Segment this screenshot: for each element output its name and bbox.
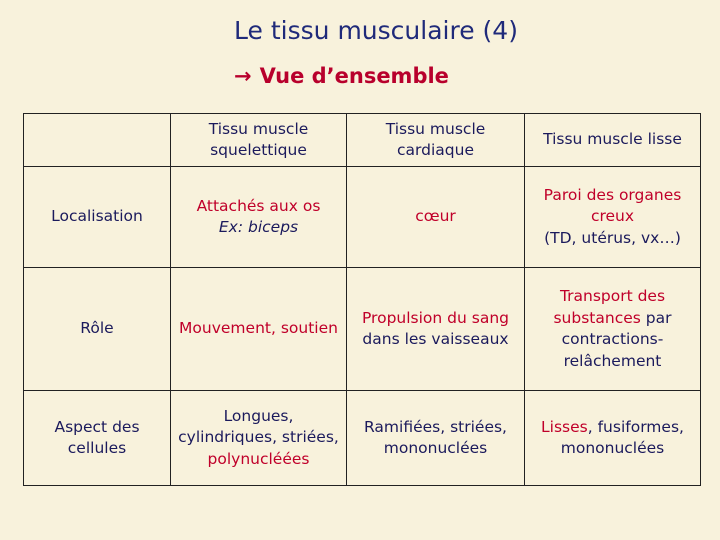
cell-aspect-cardiac: Ramifiées, striées, mononuclées	[347, 391, 525, 486]
localisation-smooth-main: Paroi des organes creux	[543, 185, 682, 226]
localisation-smooth-detail: (TD, utérus, vx…)	[544, 228, 681, 247]
cell-localisation-cardiac: cœur	[347, 167, 525, 268]
cell-aspect-smooth	[525, 391, 701, 486]
header-cardiac: Tissu muscle cardiaque	[347, 114, 525, 167]
row-label-localisation: Localisation	[24, 167, 171, 268]
subtitle-text: Vue d’ensemble	[259, 64, 449, 88]
aspect-skeletal-main: Longues, cylindriques, striées,	[178, 406, 339, 447]
header-skeletal: Tissu muscle squelettique	[171, 114, 347, 167]
row-label-role: Rôle	[24, 268, 171, 391]
slide-subtitle	[234, 64, 449, 88]
header-empty-cell	[24, 114, 171, 167]
cell-localisation-skeletal	[171, 167, 347, 268]
cell-role-skeletal: Mouvement, soutien	[171, 268, 347, 391]
table-header-row	[24, 114, 701, 167]
cell-aspect-skeletal	[171, 391, 347, 486]
comparison-table	[23, 113, 701, 486]
cell-role-smooth	[525, 268, 701, 391]
slide-title: Le tissu musculaire (4)	[234, 16, 518, 45]
table-row	[24, 391, 701, 486]
localisation-skeletal-example: Ex: biceps	[218, 218, 299, 236]
role-smooth-main: Transport des substances	[553, 287, 666, 327]
role-cardiac-detail: dans les vaisseaux	[362, 330, 509, 348]
cell-localisation-smooth	[525, 167, 701, 268]
aspect-skeletal-nuclei: polynucléées	[207, 449, 310, 468]
arrow-right-icon: →	[234, 64, 252, 88]
role-smooth-detail: par contractions-relâchement	[561, 308, 672, 370]
aspect-smooth-main: Lisses	[541, 417, 588, 436]
row-label-aspect: Aspect des cellules	[24, 391, 171, 486]
cell-role-cardiac	[347, 268, 525, 391]
table-row	[24, 167, 701, 268]
localisation-skeletal-main: Attachés aux os	[196, 196, 321, 215]
aspect-smooth-detail: , fusiformes, mononuclées	[560, 417, 684, 457]
role-cardiac-main: Propulsion du sang	[361, 308, 509, 327]
table-row	[24, 268, 701, 391]
header-smooth: Tissu muscle lisse	[525, 114, 701, 167]
